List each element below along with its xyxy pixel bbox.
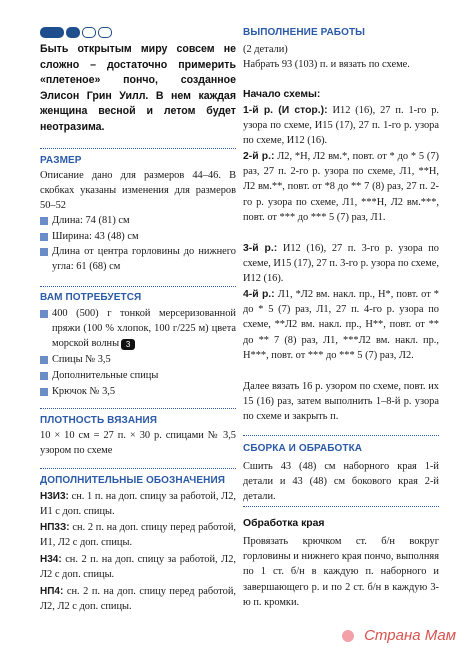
edge-text: Провязать крючком ст. б/н вокруг горловины и нижнего края пончо, выполняя по 1 ст. б/н в каждую п. наборного и завершающего р. и по 2 ст. б/н в каждую 3-ю п. кромки. (243, 536, 439, 608)
assembly-text: Сшить 43 (48) см наборного края 1-й детали и 43 (48) см бокового края 2-й детали. (243, 461, 439, 503)
materials-heading: ВАМ ПОТРЕБУЕТСЯ (40, 292, 142, 303)
materials-yarn: 400 (500) г тонкой мерсеризованной пряжи (100 % хлопок, 100 г/225 м) цвета морской волны 3 (40, 306, 236, 354)
divider (243, 506, 439, 507)
watermark: Страна Мам (364, 627, 456, 644)
scheme-row: 4-й р.: Л1, *Л2 вм. накл. пр., Н*, повт. от * до * 5 (7) раз, Л1, 27 п. 4-го р. узора по схеме, **Л2 вм. накл. пр., Н**, повт. от ** до ** 7 (8) раз, Л1, ***Л2 вм. накл. пр., Н***, повт. от *** до *** 5 (7) раз, Л2. (243, 289, 439, 361)
divider (40, 408, 236, 409)
work-cast-on: Набрать 93 (103) п. и вязать по схеме. (243, 59, 410, 70)
abbr-item: Н3И3: сн. 1 п. на доп. спицу за работой, Л2, И1 с доп. спицы. (40, 491, 236, 518)
watermark-flower-icon (342, 630, 354, 642)
abbr-item: Н34: сн. 2 п. на доп. спицу за работой, Л2, Л2 с доп. спицы. (40, 554, 236, 581)
intro-text: Быть открытым миру совсем не сложно – достаточно примерить «плетеное» пончо, созданное Элисон Грин Уилл. В нем каждая женщина весной и летом будет неотразима. (40, 43, 236, 133)
divider (243, 435, 439, 436)
size-item: Длина от центра горловины до нижнего угла: 61 (68) см (40, 244, 236, 276)
assembly-heading: СБОРКА И ОБРАБОТКА (243, 443, 363, 454)
size-text: Описание дано для размеров 44–46. В скобках указаны изменения для размеров 50–52 (40, 170, 236, 212)
yarn-weight-icon: 3 (121, 339, 135, 350)
scheme-after: Далее вязать 16 р. узором по схеме, повт. их 15 (16) раз, затем выполнить 1–8-й р. узора по схеме и закрыть п. (243, 381, 439, 423)
page-marker (40, 27, 112, 38)
scheme-row: 3-й р.: И12 (16), 27 п. 3-го р. узора по схеме, И15 (17), 27 п. 3-го р. узора по схеме, И12 (16). (243, 243, 439, 285)
divider (40, 468, 236, 469)
edge-heading: Обработка края (243, 518, 325, 529)
gauge-heading: ПЛОТНОСТЬ ВЯЗАНИЯ (40, 415, 158, 426)
scheme-heading: Начало схемы: (243, 89, 321, 100)
scheme-row: 1-й р. (И стор.): И12 (16), 27 п. 1-го р. узора по схеме, И15 (17), 27 п. 1-го р. узора по схеме, И12 (16). (243, 105, 439, 147)
abbr-heading: ДОПОЛНИТЕЛЬНЫЕ ОБОЗНАЧЕНИЯ (40, 475, 226, 486)
divider (40, 148, 236, 149)
abbr-item: НП3З: сн. 2 п. на доп. спицу перед работой, И1, Л2 с доп. спицы. (40, 522, 236, 549)
size-heading: РАЗМЕР (40, 155, 82, 166)
work-parts: (2 детали) (243, 44, 288, 55)
gauge-text: 10 × 10 см = 27 п. × 30 р. спицами № 3,5 узором по схеме (40, 430, 236, 457)
abbr-item: НП4: сн. 2 п. на доп. спицу перед работой, Л2, Л2 с доп. спицы. (40, 586, 236, 613)
scheme-row: 2-й р.: Л2, *Н, Л2 вм.*, повт. от * до * 5 (7) раз, 27 п. 2-го р. узора по схеме, Л1, **Н, Л2 вм.**, повт. от *8 до ** 7 (8) раз, 27 п. 2-го р. узора по схеме, Л1, ***Н, Л2 вм.***, повт. от *** до *** 5 (7) раз, Л1. (243, 151, 439, 223)
divider (40, 286, 236, 287)
work-heading: ВЫПОЛНЕНИЕ РАБОТЫ (243, 27, 366, 38)
